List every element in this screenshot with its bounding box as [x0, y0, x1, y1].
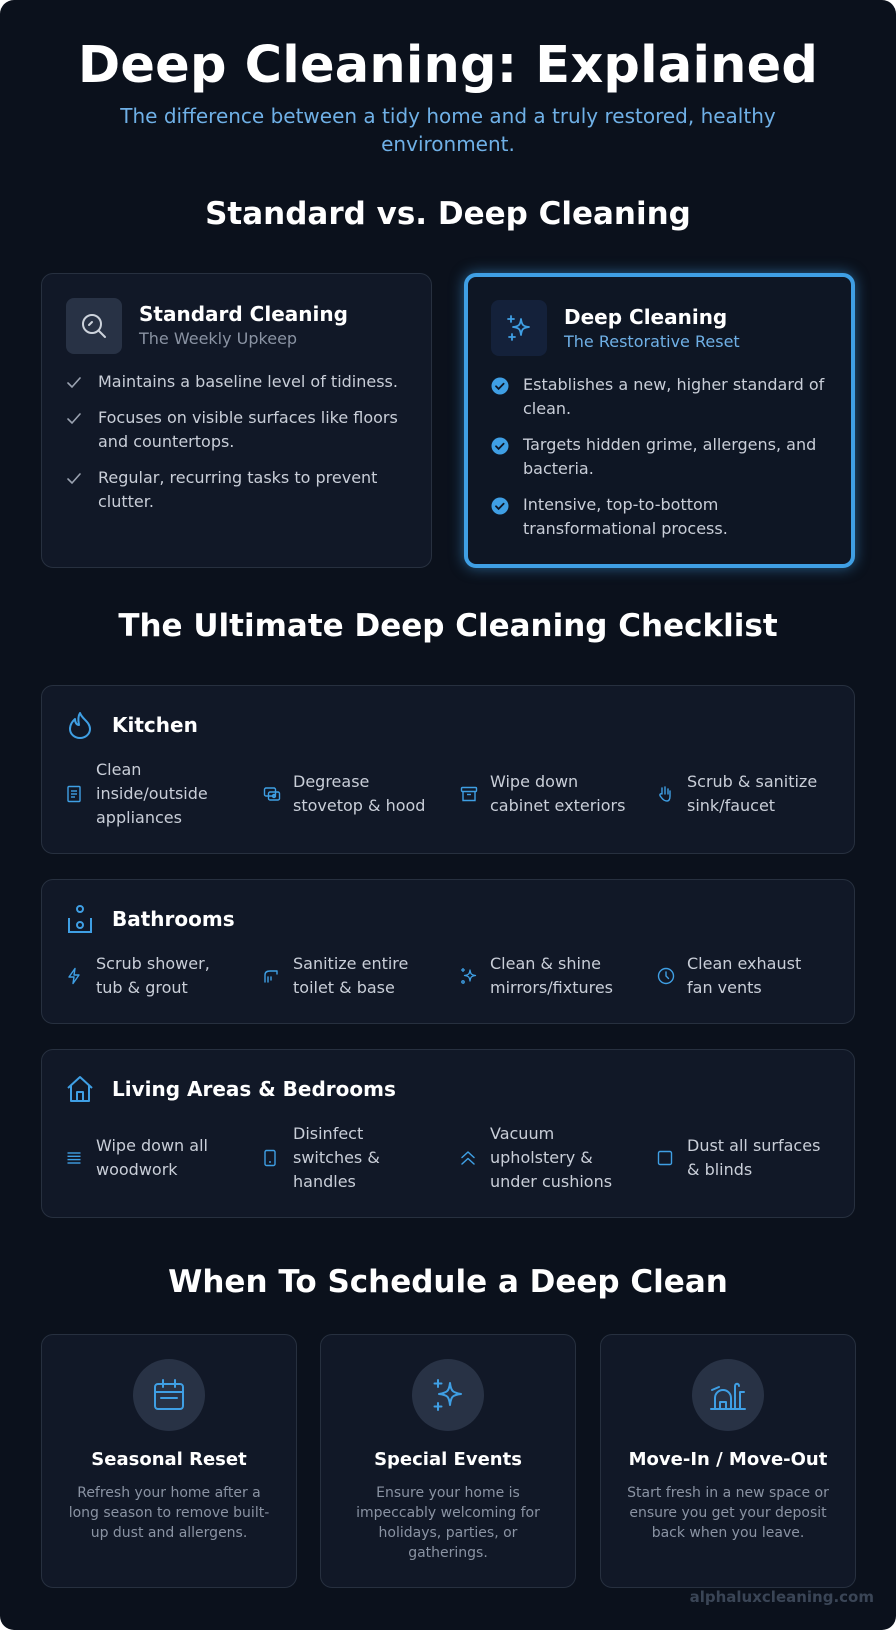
- list-item: Intensive, top-to-bottom transformational process.: [491, 493, 836, 541]
- standard-bullet-list: [66, 370, 416, 526]
- seasonal-reset-title: Seasonal Reset: [91, 1449, 247, 1470]
- sparkle-icon: [460, 967, 490, 985]
- stovetop-icon: [263, 786, 293, 802]
- comparison-section-title: Standard vs. Deep Cleaning: [205, 196, 691, 232]
- magnifier-icon: [66, 298, 122, 354]
- list-item: Scrub & sanitize sink/faucet: [657, 770, 837, 818]
- standard-card-subtitle: The Weekly Upkeep: [139, 329, 298, 348]
- deep-cleaning-card: [464, 273, 855, 568]
- move-in-out-card: [600, 1334, 856, 1588]
- standard-cleaning-card: [41, 273, 432, 568]
- square-icon: [657, 1150, 687, 1166]
- deep-bullet-list: [491, 373, 836, 553]
- deep-card-subtitle: The Restorative Reset: [564, 332, 740, 351]
- checklist-section-title: The Ultimate Deep Cleaning Checklist: [118, 608, 778, 644]
- chevrons-up-icon: [460, 1150, 490, 1166]
- footer-site: alphaluxcleaning.com: [689, 1588, 874, 1606]
- check-circle-icon: [491, 433, 523, 455]
- lines-icon: [66, 1150, 96, 1166]
- check-icon: [66, 406, 98, 426]
- special-events-text: Ensure your home is impeccably welcoming for holidays, parties, or gatherings.: [356, 1485, 540, 1561]
- schedule-section-title: When To Schedule a Deep Clean: [168, 1264, 728, 1300]
- calendar-icon: [133, 1359, 205, 1431]
- house-icon: [66, 1074, 94, 1104]
- bathrooms-title: Bathrooms: [112, 907, 235, 931]
- list-item: Dust all surfaces & blinds: [657, 1134, 837, 1182]
- flame-icon: [66, 710, 94, 740]
- standard-card-title: Standard Cleaning: [139, 302, 348, 326]
- check-icon: [66, 466, 98, 486]
- list-item: Establishes a new, higher standard of clean.: [491, 373, 836, 421]
- list-item: Degrease stovetop & hood: [263, 770, 443, 818]
- home-move-icon: [692, 1359, 764, 1431]
- list-item: Disinfect switches & handles: [263, 1122, 443, 1194]
- check-circle-icon: [491, 493, 523, 515]
- list-item: Clean exhaust fan vents: [657, 952, 837, 1000]
- list-item: Targets hidden grime, allergens, and bacteria.: [491, 433, 836, 481]
- appliance-icon: [66, 785, 96, 803]
- bolt-icon: [66, 967, 96, 985]
- page-title: Deep Cleaning: Explained: [77, 36, 819, 95]
- cabinet-icon: [460, 786, 490, 802]
- faucet-icon: [263, 968, 293, 984]
- check-icon: [66, 370, 98, 390]
- living-areas-title: Living Areas & Bedrooms: [112, 1077, 396, 1101]
- list-item: Clean inside/outside appliances: [66, 758, 246, 830]
- seasonal-reset-text: Refresh your home after a long season to remove built-up dust and allergens.: [68, 1485, 270, 1541]
- page-subtitle: The difference between a tidy home and a truly restored, healthy environment.: [120, 104, 776, 156]
- list-item: Maintains a baseline level of tidiness.: [66, 370, 416, 394]
- bathrooms-card: [41, 879, 855, 1024]
- move-in-out-title: Move-In / Move-Out: [628, 1449, 828, 1470]
- bathroom-icon: [66, 904, 94, 934]
- special-events-title: Special Events: [374, 1449, 522, 1470]
- list-item: Scrub shower, tub & grout: [66, 952, 246, 1000]
- switch-icon: [263, 1149, 293, 1167]
- list-item: Vacuum upholstery & under cushions: [460, 1122, 640, 1194]
- list-item: Clean & shine mirrors/fixtures: [460, 952, 640, 1000]
- living-areas-card: [41, 1049, 855, 1218]
- deep-card-title: Deep Cleaning: [564, 305, 728, 329]
- check-circle-icon: [491, 373, 523, 395]
- kitchen-card: [41, 685, 855, 854]
- move-in-out-text: Start fresh in a new space or ensure you get your deposit back when you leave.: [627, 1485, 829, 1541]
- list-item: Focuses on visible surfaces like floors and countertops.: [66, 406, 416, 454]
- list-item: Wipe down all woodwork: [66, 1134, 246, 1182]
- special-events-card: [320, 1334, 576, 1588]
- list-item: Regular, recurring tasks to prevent clutter.: [66, 466, 416, 514]
- clock-icon: [657, 967, 687, 985]
- sparkles-icon: [412, 1359, 484, 1431]
- kitchen-title: Kitchen: [112, 713, 198, 737]
- sparkles-icon: [491, 300, 547, 356]
- hand-icon: [657, 785, 687, 803]
- list-item: Sanitize entire toilet & base: [263, 952, 443, 1000]
- list-item: Wipe down cabinet exteriors: [460, 770, 640, 818]
- seasonal-reset-card: [41, 1334, 297, 1588]
